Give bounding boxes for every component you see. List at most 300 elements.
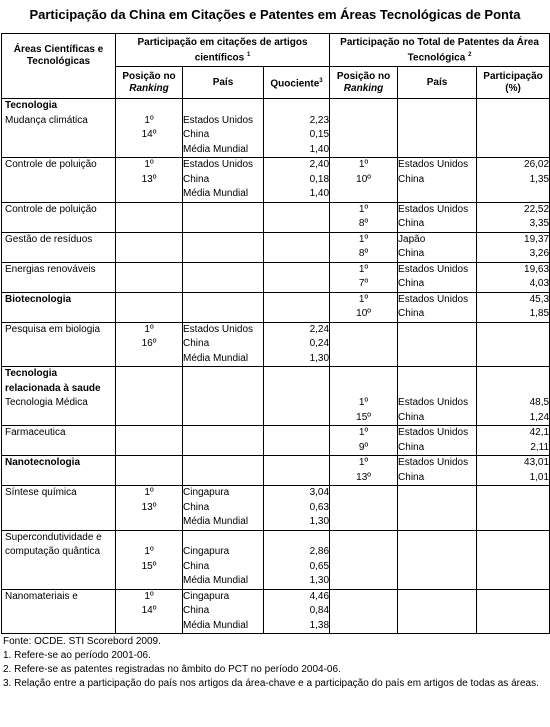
table-row: [2, 367, 550, 426]
patent-country-line: [398, 187, 476, 202]
patent-rank-line: 1º: [358, 427, 369, 438]
citation-quotient: [264, 426, 330, 456]
patent-share-line: [477, 590, 549, 605]
table-row: [2, 292, 550, 322]
footnotes: [0, 635, 550, 691]
header-patents: Participação no Total de Patentes da Área Tecnológica $^2$: [330, 34, 550, 67]
citation-country-line: Média Mundial: [183, 575, 249, 586]
patent-share-line: [477, 352, 549, 367]
patent-rank-line: 8º: [358, 248, 369, 259]
citation-quotient-line: 2,86: [309, 546, 330, 557]
patent-country-line: [398, 590, 476, 605]
patent-rank: [330, 486, 398, 531]
footnote-3: 3. Relação entre a participação do país nos artigos da área-chave e a participação do país em artigos de todas as áreas.: [3, 678, 539, 689]
patent-share-line: [477, 187, 549, 202]
citation-rank-line: [116, 471, 182, 486]
citation-quotient-line: [264, 203, 329, 218]
patent-country-line: China: [398, 248, 425, 259]
table-row: [2, 202, 550, 232]
citation-quotient-line: 0,15: [309, 129, 330, 140]
citation-rank-line: [116, 367, 182, 382]
patent-rank-line: [330, 531, 397, 546]
area-label: Controle de poluição: [5, 203, 97, 215]
citation-quotient-line: [264, 411, 329, 426]
patent-share-line: 26,02: [524, 159, 550, 170]
citation-rank-line: [116, 247, 182, 262]
citation-rank-line: 13º: [141, 173, 157, 185]
patent-share-line: 1,24: [529, 411, 550, 423]
patent-rank-line: 8º: [358, 218, 369, 229]
area-label: [5, 247, 115, 262]
patent-share: [477, 292, 550, 322]
area-label: [5, 143, 115, 158]
patent-country-line: [398, 337, 476, 352]
citation-rank-line: [116, 99, 182, 114]
citation-country-line: [183, 441, 263, 456]
citation-rank-line: 13º: [141, 501, 157, 513]
citation-quotient-line: 4,46: [309, 590, 330, 602]
patent-country: [398, 456, 477, 486]
area-label: relacionada à saude: [5, 382, 101, 394]
patent-rank: [330, 530, 398, 589]
area-cell: [2, 486, 116, 531]
patent-share: [477, 262, 550, 292]
patent-rank-line: 1º: [358, 263, 369, 275]
citation-rank-line: [116, 396, 182, 411]
patent-country-line: China: [398, 308, 425, 319]
area-cell: [2, 202, 116, 232]
citation-rank-line: [116, 143, 182, 158]
citation-country-line: Cingapura: [183, 487, 230, 498]
citation-quotient: [264, 202, 330, 232]
citation-rank-line: [116, 456, 182, 471]
patent-country-line: Estados Unidos: [398, 397, 469, 408]
citation-rank-line: [116, 515, 182, 530]
header-areas: Áreas Científicas e Tecnológicas: [2, 34, 116, 99]
patent-rank-line: [330, 574, 397, 589]
citation-rank-line: [116, 426, 182, 441]
header-rank-patents: Posição no Ranking: [330, 67, 398, 99]
citation-rank: [116, 262, 183, 292]
citation-country: [183, 426, 264, 456]
patent-share-line: 3,35: [529, 218, 550, 229]
patent-country: [398, 158, 477, 203]
patent-country-line: [398, 128, 476, 143]
citation-rank-line: 15º: [141, 560, 157, 572]
citation-quotient-line: 1,38: [309, 619, 330, 631]
citation-quotient: [264, 232, 330, 262]
citation-quotient-line: 1,40: [309, 143, 330, 155]
header-rank-citations: Posição no Ranking: [116, 67, 183, 99]
citation-rank-line: [116, 263, 182, 278]
citation-rank-line: [116, 531, 182, 546]
patent-share: [477, 202, 550, 232]
header-share: Participação (%): [477, 67, 550, 99]
patent-share: [477, 99, 550, 158]
header-country-patents: País: [398, 67, 477, 99]
patent-share: [477, 158, 550, 203]
citation-rank-line: 1º: [144, 546, 154, 557]
footnote-2: 2. Refere-se as patentes registradas no âmbito do PCT no período 2004-06.: [3, 664, 341, 675]
patent-country-line: [398, 143, 476, 158]
citation-country-line: [183, 247, 263, 262]
patent-share-line: [477, 114, 549, 129]
citation-country-line: Média Mundial: [183, 188, 249, 199]
patent-country: [398, 367, 477, 426]
citation-country-line: [183, 217, 263, 232]
patent-country-line: [398, 382, 476, 397]
table-row: [2, 322, 550, 367]
citation-country: [183, 367, 264, 426]
citation-quotient-line: [264, 277, 329, 292]
patent-country-line: [398, 99, 476, 114]
citation-quotient-line: [264, 293, 329, 308]
area-label: [5, 441, 115, 456]
area-cell: [2, 426, 116, 456]
citation-rank: [116, 322, 183, 367]
citation-country-line: Estados Unidos: [183, 159, 254, 170]
area-label: [5, 173, 115, 188]
citation-rank: [116, 292, 183, 322]
citation-rank-line: [116, 441, 182, 456]
citation-rank: [116, 367, 183, 426]
patent-rank-line: [330, 323, 397, 338]
patent-country: [398, 292, 477, 322]
citation-quotient-line: [264, 307, 329, 322]
patent-country-line: [398, 560, 476, 575]
patent-share-line: 48,5: [529, 397, 550, 408]
area-label: [5, 515, 115, 530]
patent-rank-line: 15º: [356, 411, 371, 423]
area-label: Nanomateriais e: [5, 590, 78, 602]
citation-rank-line: 16º: [141, 338, 157, 349]
citation-quotient-line: 3,04: [309, 487, 330, 498]
patent-share-line: 2,11: [530, 441, 550, 453]
citation-quotient-line: 0,65: [309, 560, 330, 572]
citation-quotient-line: [264, 367, 329, 382]
citation-rank: [116, 589, 183, 634]
citation-country-line: China: [183, 501, 210, 513]
citation-rank-line: [116, 411, 182, 426]
patent-rank-line: [330, 590, 397, 605]
area-cell: [2, 530, 116, 589]
patent-share-line: [477, 619, 549, 634]
area-label: [5, 411, 115, 426]
citation-quotient-line: 0,63: [309, 501, 330, 513]
citation-country: [183, 530, 264, 589]
patent-rank-line: 1º: [358, 293, 369, 305]
citation-country: [183, 456, 264, 486]
citation-quotient: [264, 367, 330, 426]
area-label: Síntese química: [5, 487, 77, 498]
patent-rank-line: [330, 337, 397, 352]
patent-country-line: [398, 367, 476, 382]
table-row: [2, 456, 550, 486]
citation-quotient-line: 0,24: [309, 338, 330, 349]
table-row: [2, 426, 550, 456]
patent-country-line: Estados Unidos: [398, 457, 469, 468]
patent-country-line: [398, 619, 476, 634]
patent-rank-line: 1º: [358, 457, 369, 468]
citation-quotient-line: [264, 99, 329, 114]
patent-rank: [330, 232, 398, 262]
citation-country-line: Cingapura: [183, 590, 230, 602]
patent-rank-line: [330, 352, 397, 367]
citation-quotient: [264, 292, 330, 322]
footnote-1: 1. Refere-se ao período 2001-06.: [3, 650, 151, 661]
patent-rank-line: 10º: [356, 173, 371, 185]
citation-quotient-line: 2,24: [309, 323, 330, 335]
citation-quotient: [264, 456, 330, 486]
area-label: Farmaceutica: [5, 427, 66, 438]
patent-share-line: 4,03: [529, 278, 550, 289]
citation-country-line: China: [183, 129, 210, 140]
citation-country: [183, 158, 264, 203]
patent-share-line: 1,35: [529, 173, 550, 185]
patent-share-line: [477, 99, 549, 114]
patent-rank-line: [330, 515, 397, 530]
patent-country-line: [398, 323, 476, 338]
citation-country-line: Média Mundial: [183, 619, 249, 631]
area-label: Gestão de resíduos: [5, 233, 93, 245]
patent-share-line: [477, 337, 549, 352]
patent-country-line: [398, 604, 476, 619]
patent-rank-line: [330, 99, 397, 114]
citation-country: [183, 99, 264, 158]
citation-quotient: [264, 99, 330, 158]
header-quotient: Quociente$^3$: [264, 67, 330, 99]
patent-rank: [330, 589, 398, 634]
area-cell: [2, 367, 116, 426]
citation-quotient-line: [264, 426, 329, 441]
patent-share: [477, 530, 550, 589]
citation-country: [183, 232, 264, 262]
area-cell: [2, 322, 116, 367]
patent-country: [398, 322, 477, 367]
patent-country-line: [398, 114, 476, 129]
patent-share-line: [477, 323, 549, 338]
patent-country-line: Estados Unidos: [398, 263, 469, 275]
area-label: [5, 352, 115, 367]
patent-country-line: Estados Unidos: [398, 427, 469, 438]
patent-country: [398, 99, 477, 158]
patent-rank-line: [330, 501, 397, 516]
patent-rank: [330, 99, 398, 158]
patent-share: [477, 232, 550, 262]
citation-rank-line: 1º: [144, 487, 154, 498]
patent-country-line: [398, 545, 476, 560]
citation-country: [183, 589, 264, 634]
patent-country: [398, 202, 477, 232]
citation-quotient-line: 1,30: [309, 352, 330, 364]
citation-rank-line: [116, 352, 182, 367]
citation-country-line: [183, 382, 263, 397]
area-label: Nanotecnologia: [5, 457, 81, 468]
citation-quotient-line: 2,23: [309, 114, 330, 126]
patent-rank-line: [330, 128, 397, 143]
citation-rank-line: 1º: [144, 323, 154, 335]
area-label: [5, 277, 115, 292]
citation-country-line: Cingapura: [183, 546, 230, 557]
citation-quotient: [264, 486, 330, 531]
table-row: [2, 158, 550, 203]
citation-quotient: [264, 262, 330, 292]
area-label: Pesquisa em biologia: [5, 323, 101, 335]
citation-quotient-line: [264, 441, 329, 456]
citation-country-line: [183, 293, 263, 308]
table-row: [2, 232, 550, 262]
area-cell: [2, 456, 116, 486]
citation-rank: [116, 158, 183, 203]
patent-country: [398, 426, 477, 456]
citation-quotient: [264, 158, 330, 203]
citation-country: [183, 486, 264, 531]
patent-share: [477, 589, 550, 634]
patent-rank-line: [330, 367, 397, 382]
citation-quotient-line: [264, 531, 329, 546]
citation-rank-line: 1º: [144, 114, 154, 126]
citation-country-line: [183, 203, 263, 218]
citation-rank: [116, 426, 183, 456]
area-label: Tecnologia: [5, 100, 58, 111]
citation-country-line: China: [183, 338, 210, 349]
citation-country: [183, 262, 264, 292]
citation-rank: [116, 202, 183, 232]
patent-share-line: [477, 604, 549, 619]
citation-quotient: [264, 589, 330, 634]
area-label: Controle de poluição: [5, 159, 97, 170]
citation-quotient-line: [264, 396, 329, 411]
citation-quotient-line: 0,84: [309, 605, 330, 616]
patent-country-line: China: [398, 411, 425, 423]
citation-quotient-line: [264, 382, 329, 397]
patent-rank: [330, 292, 398, 322]
patent-share: [477, 367, 550, 426]
patent-share-line: 3,26: [529, 248, 550, 259]
citation-rank-line: [116, 217, 182, 232]
patent-rank: [330, 158, 398, 203]
area-label: [5, 128, 115, 143]
patent-country-line: [398, 352, 476, 367]
citation-rank: [116, 530, 183, 589]
citation-rank: [116, 99, 183, 158]
patent-country: [398, 589, 477, 634]
citation-quotient-line: [264, 247, 329, 262]
area-label: Tecnologia Médica: [5, 397, 88, 408]
citation-quotient-line: 1,30: [309, 516, 330, 527]
area-cell: [2, 158, 116, 203]
patent-share-line: [477, 531, 549, 546]
citation-rank-line: 1º: [144, 159, 154, 170]
patent-rank-line: 7º: [358, 278, 369, 289]
patent-rank-line: [330, 604, 397, 619]
citation-country-line: [183, 396, 263, 411]
patent-country-line: [398, 515, 476, 530]
patent-country-line: [398, 531, 476, 546]
patent-country: [398, 232, 477, 262]
citation-country-line: [183, 233, 263, 248]
patent-share-line: 1,01: [529, 471, 550, 483]
table-row: [2, 589, 550, 634]
patent-country: [398, 262, 477, 292]
patent-rank-line: 13º: [356, 471, 371, 483]
citation-rank-line: 14º: [141, 605, 157, 616]
citation-country-line: [183, 277, 263, 292]
area-label: [5, 560, 115, 575]
area-label: Tecnologia: [5, 368, 58, 379]
citation-country-line: [183, 367, 263, 382]
citation-country-line: [183, 411, 263, 426]
area-label: [5, 604, 115, 619]
patent-country-line: China: [398, 471, 425, 483]
patent-rank: [330, 202, 398, 232]
table-row: [2, 262, 550, 292]
patent-rank: [330, 426, 398, 456]
area-label: [5, 501, 115, 516]
patent-rank: [330, 322, 398, 367]
area-label: computação quântica: [5, 546, 101, 557]
citation-rank-line: [116, 293, 182, 308]
citation-country-line: [183, 471, 263, 486]
citation-rank-line: [116, 307, 182, 322]
data-table: [1, 33, 550, 634]
header-citations: Participação em citações de artigos científicos $^1$: [116, 34, 330, 67]
patent-share-line: 42,1: [529, 427, 550, 438]
patent-share-line: [477, 143, 549, 158]
citation-rank-line: 14º: [141, 129, 157, 140]
citation-rank-line: [116, 203, 182, 218]
citation-country-line: Média Mundial: [183, 352, 249, 364]
page-title: Participação da China em Citações e Patentes em Áreas Tecnológicas de Ponta: [29, 7, 521, 22]
citation-quotient: [264, 530, 330, 589]
citation-country-line: Estados Unidos: [183, 114, 254, 126]
patent-country-line: Estados Unidos: [398, 293, 469, 305]
area-cell: [2, 589, 116, 634]
citation-rank-line: [116, 382, 182, 397]
patent-share-line: [477, 574, 549, 589]
citation-rank-line: [116, 277, 182, 292]
citation-country-line: [183, 99, 263, 114]
patent-country: [398, 486, 477, 531]
area-cell: [2, 99, 116, 158]
citation-quotient-line: [264, 233, 329, 248]
patent-rank-line: [330, 143, 397, 158]
patent-country-line: Estados Unidos: [398, 203, 469, 215]
patent-rank: [330, 367, 398, 426]
citation-quotient-line: [264, 456, 329, 471]
area-label: [5, 187, 115, 202]
citation-rank: [116, 456, 183, 486]
citation-rank-line: 1º: [144, 590, 154, 602]
citation-country: [183, 322, 264, 367]
patent-country: [398, 530, 477, 589]
citation-quotient-line: [264, 263, 329, 278]
patent-rank-line: [330, 114, 397, 129]
patent-share: [477, 426, 550, 456]
patent-country-line: Japão: [398, 233, 426, 245]
patent-share-line: 45,3: [529, 293, 550, 305]
patent-rank-line: [330, 560, 397, 575]
footnote-source: Fonte: OCDE. STI Scorebord 2009.: [3, 636, 161, 647]
area-label: [5, 619, 115, 634]
patent-country-line: China: [398, 218, 425, 229]
patent-share-line: [477, 545, 549, 560]
patent-rank: [330, 262, 398, 292]
table-row: [2, 486, 550, 531]
patent-rank-line: [330, 486, 397, 501]
area-label: Biotecnologia: [5, 293, 72, 305]
patent-rank-line: 10º: [356, 308, 371, 319]
